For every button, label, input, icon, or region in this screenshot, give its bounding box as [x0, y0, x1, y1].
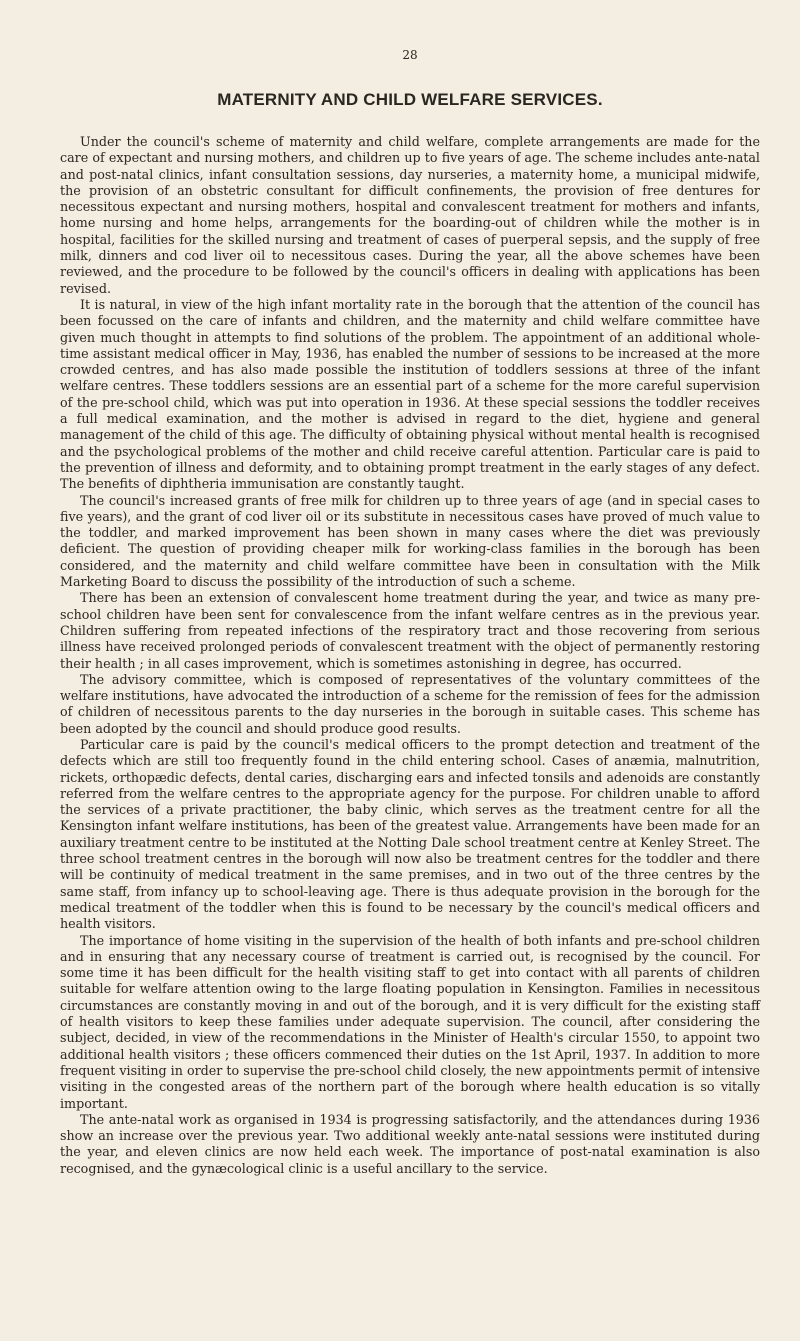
paragraph: It is natural, in view of the high infant mortality rate in the borough that the attention of the council has been focussed on the care of infants and children, and the maternity and child welfare committee have given much thought in attempts to find solutions of the problem. The appointment of an additional whole-time assistant medical officer in May, 1936, has enabled the number of sessions to be increased at the more crowded centres, and has also made possible the institution of toddlers sessions at three of the infant welfare centres. These toddlers sessions are an essential part of a scheme for the more careful supervision of the pre-school child, which was put into operation in 1936. At these special sessions the toddler receives a full medical examination, and the mother is advised in regard to the diet, hygiene and general management of the child of this age. The difficulty of obtaining physical without mental health is recognised and the psychological problems of the mother and child receive careful attention. Particular care is paid to the prevention of illness and deformity, and to obtaining prompt treatment in the early stages of any defect. The benefits of diphtheria immunisation are constantly taught. [60, 296, 760, 492]
paragraph: The ante-natal work as organised in 1934 is progressing satisfactorily, and the attendances during 1936 show an increase over the previous year. Two additional weekly ante-natal sessions were instituted during the year, and eleven clinics are now held each week. The importance of post-natal examination is also recognised, and the gynæcological clinic is a useful ancillary to the service. [60, 1111, 760, 1176]
body-text [60, 134, 760, 1177]
paragraph: Particular care is paid by the council's medical officers to the prompt detection and treatment of the defects which are still too frequently found in the child entering school. Cases of anæmia, malnutrition, rickets, orthopædic defects, dental caries, discharging ears and infected tonsils and adenoids are constantly referred from the welfare centres to the appropriate agency for the purpose. For children unable to afford the services of a private practitioner, the baby clinic, which serves as the treatment centre for all the Kensington infant welfare institutions, has been of the greatest value. Arrangements have been made for an auxiliary treatment centre to be instituted at the Notting Dale school treatment centre at Kenley Street. The three school treatment centres in the borough will now also be treatment centres for the toddler and there will be continuity of medical treatment in the same premises, and in two out of the three centres by the same staff, from infancy up to school-leaving age. There is thus adequate provision in the borough for the medical treatment of the toddler when this is found to be necessary by the council's medical officers and health visitors. [60, 736, 760, 932]
paragraph: The council's increased grants of free milk for children up to three years of age (and in special cases to five years), and the grant of cod liver oil or its substitute in necessitous cases have proved of much value to the toddler, and marked improvement has been shown in many cases where the diet was previously deficient. The question of providing cheaper milk for working-class families in the borough has been considered, and the maternity and child welfare committee have been in consultation with the Milk Marketing Board to discuss the possibility of the introduction of such a scheme. [60, 492, 760, 590]
paragraph: There has been an extension of convalescent home treatment during the year, and twice as many pre-school children have been sent for convalescence from the infant welfare centres as in the previous year. Children suffering from repeated infections of the respiratory tract and those recovering from serious illness have received prolonged periods of convalescent treatment with the object of permanently restoring their health ; in all cases improvement, which is sometimes astonishing in degree, has occurred. [60, 590, 760, 671]
page-number: 28 [402, 48, 418, 62]
page-title: MATERNITY AND CHILD WELFARE SERVICES. [217, 90, 603, 109]
paragraph: The importance of home visiting in the supervision of the health of both infants and pre-school children and in ensuring that any necessary course of treatment is carried out, is recognised by the council. For some time it has been difficult for the health visiting staff to get into contact with all parents of children suitable for welfare attention owing to the large floating population in Kensington. Families in necessitous circumstances are constantly moving in and out of the borough, and it is very difficult for the existing staff of health visitors to keep these families under adequate supervision. The council, after considering the subject, decided, in view of the recommendations in the Minister of Health's circular 1550, to appoint two additional health visitors ; these officers commenced their duties on the 1st April, 1937. In addition to more frequent visiting in order to supervise the pre-school child closely, the new appointments permit of intensive visiting in the congested areas of the northern part of the borough where health education is so vitally important. [60, 932, 760, 1111]
paragraph: The advisory committee, which is composed of representatives of the voluntary committees of the welfare institutions, have advocated the introduction of a scheme for the remission of fees for the admission of children of necessitous parents to the day nurseries in the borough in suitable cases. This scheme has been adopted by the council and should produce good results. [60, 671, 760, 736]
paragraph: Under the council's scheme of maternity and child welfare, complete arrangements are made for the care of expectant and nursing mothers, and children up to five years of age. The scheme includes ante-natal and post-natal clinics, infant consultation sessions, day nurseries, a maternity home, a municipal midwife, the provision of an obstetric consultant for difficult confinements, the provision of free dentures for necessitous expectant and nursing mothers, hospital and convalescent treatment for mothers and infants, home nursing and home helps, arrangements for the boarding-out of children while the mother is in hospital, facilities for the skilled nursing and treatment of cases of puerperal sepsis, and the supply of free milk, dinners and cod liver oil to necessitous cases. During the year, all the above schemes have been reviewed, and the procedure to be followed by the council's officers in dealing with applications has been revised. [60, 134, 760, 296]
